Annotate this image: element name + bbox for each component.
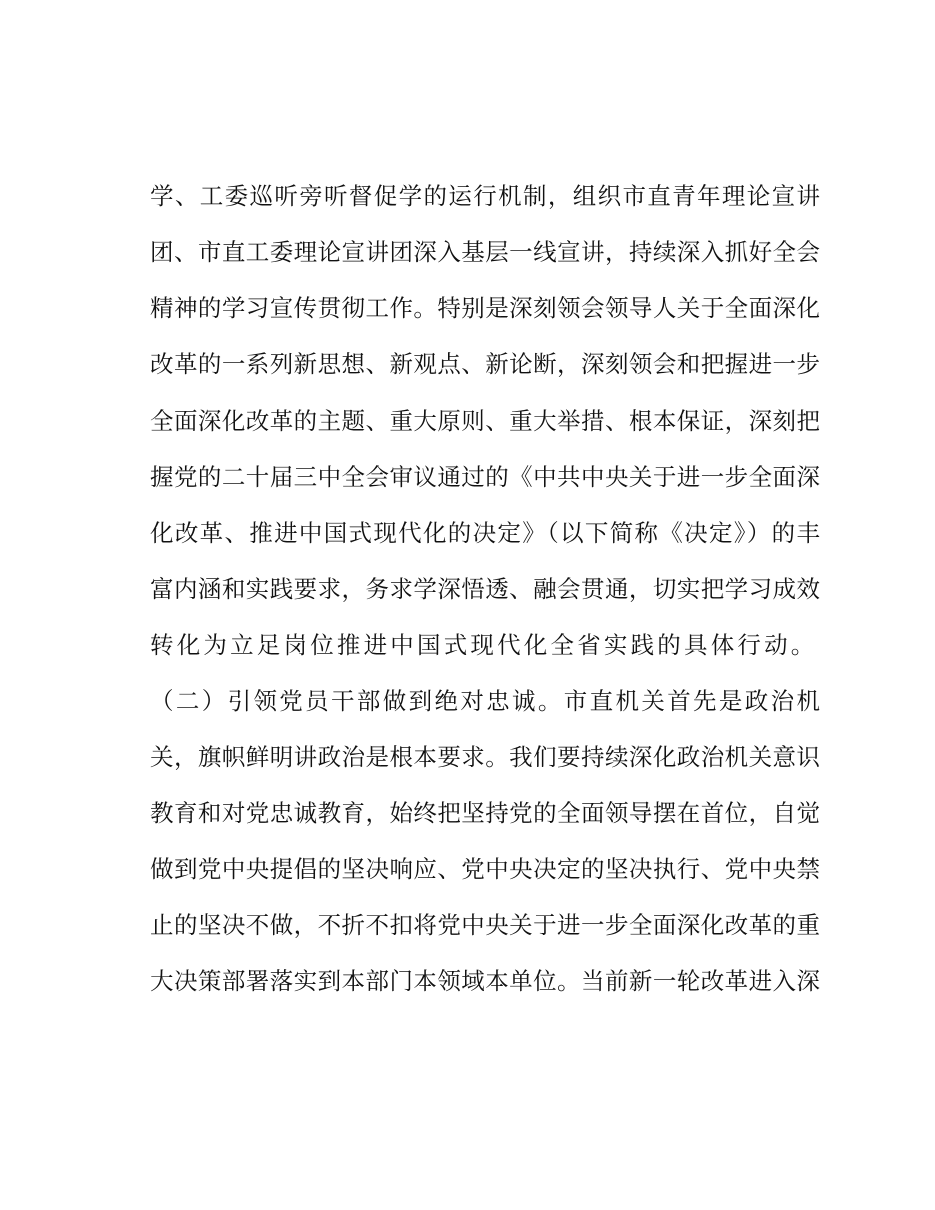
paragraph-line: 大决策部署落实到本部门本领域本单位。当前新一轮改革进入深 xyxy=(150,967,820,995)
paragraph-line: 转化为立足岗位推进中国式现代化全省实践的具体行动。 xyxy=(150,631,818,659)
paragraph-line: 团、市直工委理论宣讲团深入基层一线宣讲，持续深入抓好全会 xyxy=(150,238,820,266)
paragraph-line: 精神的学习宣传贯彻工作。特别是深刻领会领导人关于全面深化 xyxy=(150,294,820,322)
paragraph-line: 止的坚决不做，不折不扣将党中央关于进一步全面深化改革的重 xyxy=(150,911,820,939)
paragraph-line: 教育和对党忠诚教育，始终把坚持党的全面领导摆在首位，自觉 xyxy=(150,799,820,827)
paragraph-line: 化改革、推进中国式现代化的决定》（以下简称《决定》）的丰 xyxy=(150,519,820,547)
paragraph-line: 富内涵和实践要求，务求学深悟透、融会贯通，切实把学习成效 xyxy=(150,575,820,603)
paragraph-line: 做到党中央提倡的坚决响应、党中央决定的坚决执行、党中央禁 xyxy=(150,855,820,883)
paragraph-line: 握党的二十届三中全会审议通过的《中共中央关于进一步全面深 xyxy=(150,463,820,491)
paragraph-line: （二）引领党员干部做到绝对忠诚。市直机关首先是政治机 xyxy=(150,687,820,715)
paragraph-line: 改革的一系列新思想、新观点、新论断，深刻领会和把握进一步 xyxy=(150,350,820,378)
paragraph-line: 学、工委巡听旁听督促学的运行机制，组织市直青年理论宣讲 xyxy=(150,182,820,210)
paragraph-line: 关，旗帜鲜明讲政治是根本要求。我们要持续深化政治机关意识 xyxy=(150,743,820,771)
paragraph-line: 全面深化改革的主题、重大原则、重大举措、根本保证，深刻把 xyxy=(150,407,820,435)
